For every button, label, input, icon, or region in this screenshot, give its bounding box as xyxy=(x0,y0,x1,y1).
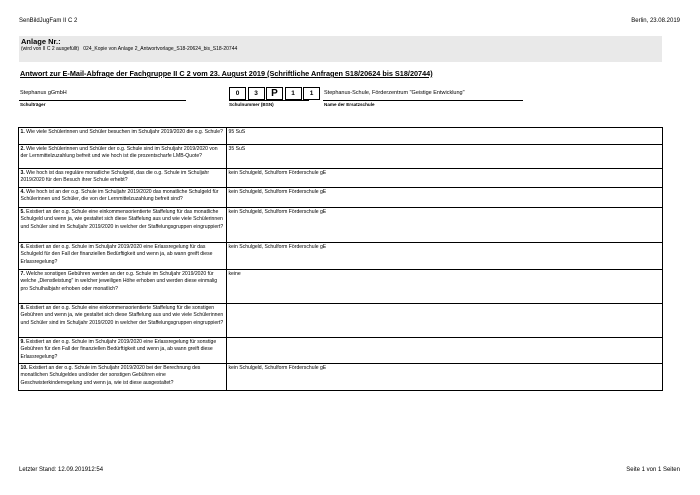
bsn-digit: 1 xyxy=(285,87,302,100)
question-number: 3. xyxy=(20,170,25,176)
bsn-digit: 0 xyxy=(229,87,246,100)
answer-cell[interactable]: keine xyxy=(227,270,663,304)
ersatzschule-label: Name der Ersatzschule xyxy=(324,102,375,107)
question-number: 7. xyxy=(20,271,25,277)
question-number: 8. xyxy=(20,305,25,311)
question-cell xyxy=(19,270,227,304)
ersatzschule-underline xyxy=(323,100,523,101)
header-date: Berlin, 23.08.2019 xyxy=(631,18,680,24)
schulnummer-boxes xyxy=(229,87,322,100)
question-text: Welche sonstigen Gebühren werden an der o.g. Schule im Schuljahr 2019/2020 für welche „Dienstleistung" in welcher jeweiligen Höhe erhoben und werden diese einmalig pro Schulhalbjahr erhoben oder monatlich? xyxy=(20,271,218,292)
answer-cell[interactable]: 95 SuS xyxy=(227,128,663,145)
question-text: Existiert an der o.g. Schule im Schuljahr 2019/2020 eine Erlassregelung für sonstige Gebühren für den Fall der finanziellen Bedürftigkeit und wenn ja, ab wann greift diese Erlassregelung? xyxy=(20,339,217,360)
schultraeger-underline xyxy=(19,100,186,101)
table-row xyxy=(19,188,663,208)
bsn-digit: 1 xyxy=(303,87,320,100)
header-department: SenBildJugFam II C 2 xyxy=(19,18,78,24)
answer-cell[interactable]: kein Schulgeld, Schulform Förderschule gE xyxy=(227,188,663,208)
table-row xyxy=(19,304,663,338)
question-text: Existiert an der o.g. Schule eine einkommensorientierte Staffelung für die sonstigen Gebühren und wenn ja, wie gestaltet sich diese Staffelung aus und wie viele Schülerinnen und Schüler sind im Schuljahr 2019/2020 in welcher der Staffelungsgruppen eingruppiert? xyxy=(20,305,224,326)
question-number: 10. xyxy=(20,365,28,371)
answer-cell[interactable]: 35 SuS xyxy=(227,145,663,169)
question-cell xyxy=(19,208,227,243)
question-text: Existiert an der o.g. Schule im Schuljahr 2019/2020 bei der Berechnung des monatlichen Schulgeldes und/oder der sonstigen Gebühren eine Geschwisterkinderregelung und wenn ja, wie ist diese ausgestaltet? xyxy=(20,365,201,386)
question-cell xyxy=(19,128,227,145)
footer-page-count: Seite 1 von 1 Seiten xyxy=(626,467,680,473)
question-text: Wie viele Schülerinnen und Schüler besuchen im Schuljahr 2019/2020 die o.g. Schule? xyxy=(26,129,223,135)
question-number: 9. xyxy=(20,339,25,345)
answer-cell[interactable] xyxy=(227,338,663,364)
question-text: Wie hoch ist an der o.g. Schule im Schuljahr 2019/2020 das monatliche Schulgeld für Schülerinnen und Schüler, die von der Lernmittelzuzahlung befreit sind? xyxy=(20,189,219,203)
schulnummer-label: Schulnummer (BSN) xyxy=(229,102,274,107)
bsn-digit: P xyxy=(266,87,283,100)
table-row xyxy=(19,208,663,243)
anlage-box xyxy=(19,36,662,62)
table-row xyxy=(19,338,663,364)
answer-cell[interactable]: kein Schulgeld, Schulform Förderschule gE xyxy=(227,364,663,391)
ersatzschule-value: Stephanus-Schule, Förderzentrum "Geistige Entwicklung" xyxy=(324,90,465,96)
question-cell xyxy=(19,188,227,208)
question-cell xyxy=(19,338,227,364)
schultraeger-label: Schulträger xyxy=(20,102,46,107)
answer-cell[interactable]: kein Schulgeld, Schulform Förderschule gE xyxy=(227,208,663,243)
anlage-note: (wird von II C 2 ausgefüllt) xyxy=(21,46,80,52)
question-cell xyxy=(19,145,227,169)
table-row xyxy=(19,270,663,304)
question-text: Existiert an der o.g. Schule im Schuljahr 2019/2020 eine Erlassregelung für das Schulgeld für den Fall der finanziellen Bedürftigkeit und wenn ja, ab wann greift diese Erlassregelung? xyxy=(20,244,213,265)
anlage-title: Anlage Nr.: xyxy=(21,37,61,46)
schultraeger-value: Stephanus gGmbH xyxy=(20,90,67,96)
schulnummer-underline xyxy=(229,100,309,101)
table-row xyxy=(19,243,663,270)
question-number: 6. xyxy=(20,244,25,250)
table-row xyxy=(19,145,663,169)
question-cell xyxy=(19,304,227,338)
question-number: 2. xyxy=(20,146,25,152)
bsn-digit: 3 xyxy=(248,87,265,100)
footer-last-updated: Letzter Stand: 12.09.201912:54 xyxy=(19,467,104,473)
question-number: 5. xyxy=(20,209,25,215)
anlage-subtitle xyxy=(21,46,237,52)
question-text: Wie hoch ist das reguläre monatliche Schulgeld, das die o.g. Schule im Schuljahr 2019/2020 für den Besuch ihrer Schule erhebt? xyxy=(20,170,210,184)
answer-cell[interactable] xyxy=(227,304,663,338)
question-number: 4. xyxy=(20,189,25,195)
table-row xyxy=(19,128,663,145)
table-row xyxy=(19,169,663,188)
table-row xyxy=(19,364,663,391)
question-cell xyxy=(19,243,227,270)
answer-cell[interactable]: kein Schulgeld, Schulform Förderschule gE xyxy=(227,243,663,270)
anlage-filename: 024_Kopie von Anlage 2_Antwortvorlage_S18-20624_bis_S18-20744 xyxy=(83,46,238,52)
page-heading: Antwort zur E-Mail-Abfrage der Fachgruppe II C 2 vom 23. August 2019 (Schriftliche Anfragen S18/20624 bis S18/20744) xyxy=(20,69,433,78)
answer-cell[interactable]: kein Schulgeld, Schulform Förderschule gE xyxy=(227,169,663,188)
questions-table xyxy=(18,127,663,391)
question-cell xyxy=(19,169,227,188)
question-text: Existiert an der o.g. Schule eine einkommensorientierte Staffelung für das monatliche Schulgeld und wenn ja, wie gestaltet sich diese Staffelung aus und wie viele Schülerinnen und Schüler sind im Schuljahr 2019/2020 in welcher der Staffelungsgruppen eingruppiert? xyxy=(20,209,224,230)
question-number: 1. xyxy=(20,129,25,135)
question-cell xyxy=(19,364,227,391)
question-text: Wie viele Schülerinnen und Schüler der o.g. Schule sind im Schuljahr 2019/2020 von der Lernmittelzuzahlung befreit und wie hoch ist die prozentscharfe LMB-Quote? xyxy=(20,146,218,160)
